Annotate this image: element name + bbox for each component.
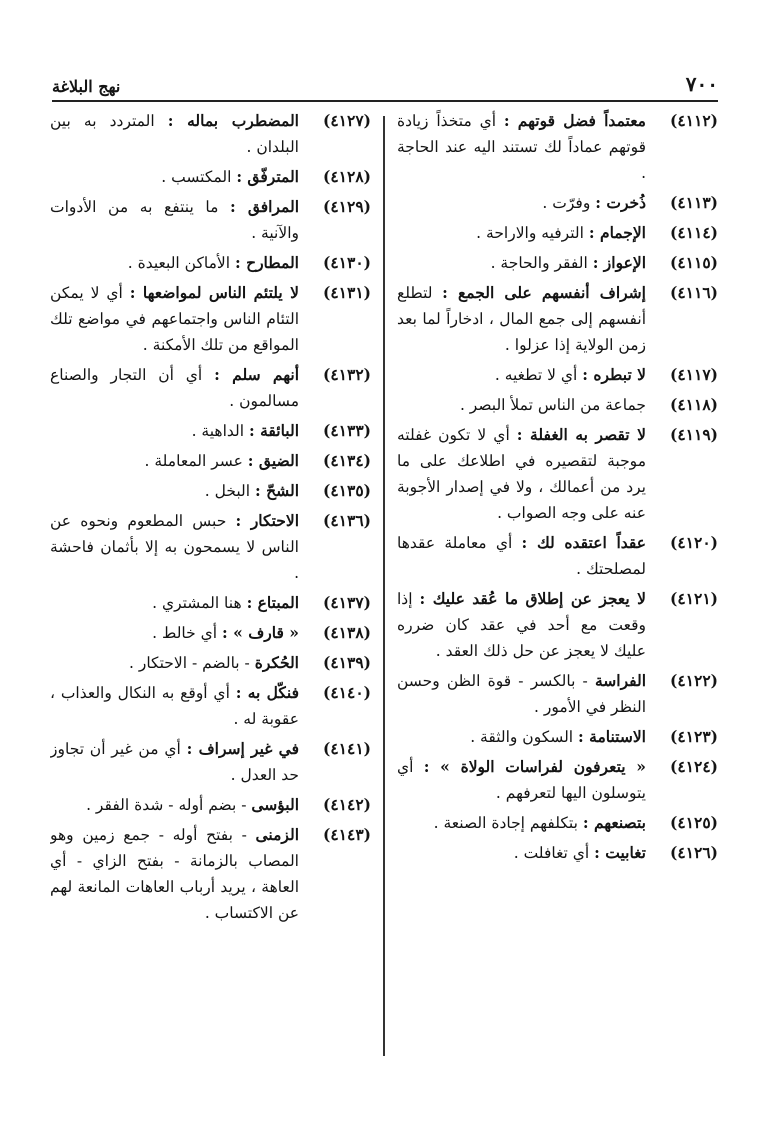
glossary-entry xyxy=(50,822,371,926)
entry-body xyxy=(50,108,299,160)
glossary-entry xyxy=(50,418,371,444)
glossary-entry xyxy=(397,840,718,866)
entry-body xyxy=(397,724,646,750)
entry-body xyxy=(50,418,299,444)
entry-body xyxy=(397,754,646,806)
glossary-entry xyxy=(397,586,718,664)
glossary-entry xyxy=(397,190,718,216)
entry-term: تغابيت : xyxy=(594,843,646,862)
entry-body xyxy=(50,164,299,190)
glossary-entry xyxy=(50,194,371,246)
entry-term: عقداً اعتقده لك : xyxy=(521,533,646,552)
entry-body xyxy=(50,508,299,586)
entry-term: معتمداً فضل قوتهم : xyxy=(503,111,646,130)
entry-body xyxy=(50,792,299,818)
entry-definition: البخل . xyxy=(204,482,256,500)
entry-body xyxy=(50,736,299,788)
entry-number: (٤١٣٤) xyxy=(323,451,371,470)
entry-number: (٤١١٩) xyxy=(670,425,718,444)
glossary-entry xyxy=(397,108,718,186)
entry-definition: الأماكن البعيدة . xyxy=(127,254,235,272)
entry-body xyxy=(50,590,299,616)
entry-term: أنهم سلم : xyxy=(214,365,300,384)
entry-number: (٤١٢٩) xyxy=(323,197,371,216)
entry-term: إشراف أنفسهم على الجمع : xyxy=(442,283,646,302)
entry-number: (٤١٣٦) xyxy=(323,511,371,530)
entry-body xyxy=(397,190,646,216)
entry-definition: - بالكسر - قوة الظن وحسن النظر في الأمور . xyxy=(397,672,646,716)
glossary-entry xyxy=(50,448,371,474)
entry-body xyxy=(50,194,299,246)
glossary-entry xyxy=(397,668,718,720)
glossary-entry xyxy=(50,590,371,616)
entry-number: (٤١١٥) xyxy=(670,253,718,272)
entry-definition: أي متخذاً زيادة قوتهم عماداً لك تستند اليه عند الحاجة . xyxy=(397,112,646,182)
entry-definition: أي من غير أن تجاوز حد العدل . xyxy=(50,740,299,784)
entry-number: (٤١٢٢) xyxy=(670,671,718,690)
entry-number: (٤١٢٣) xyxy=(670,727,718,746)
entry-definition: - بفتح أوله - جمع زمين وهو المصاب بالزمانة - بفتح الزاي - أي العاهة ، يريد أرباب العاهات المانعة لهم عن الاكتساب . xyxy=(50,826,299,922)
entry-term: المضطرب بماله : xyxy=(167,111,299,130)
glossary-entry xyxy=(397,754,718,806)
entry-definition: وفرّت . xyxy=(542,194,596,212)
entry-definition: أي لا تطغيه . xyxy=(494,366,583,384)
entry-term: الفراسة xyxy=(594,671,646,690)
entry-body xyxy=(50,250,299,276)
entry-definition: - بالضم - الاحتكار . xyxy=(128,654,255,672)
entry-body xyxy=(397,250,646,276)
entry-number: (٤١٢٨) xyxy=(323,167,371,186)
entry-definition: هنا المشتري . xyxy=(152,594,247,612)
entry-term: لا تبطره : xyxy=(582,365,646,384)
entry-term: الشحّ : xyxy=(255,481,299,500)
entry-definition: أي أن التجار والصناع مسالمون . xyxy=(50,366,299,410)
entry-number: (٤١٢٧) xyxy=(323,111,371,130)
entry-definition: المكتسب . xyxy=(161,168,237,186)
entry-number: (٤١٤٠) xyxy=(323,683,371,702)
page-header xyxy=(52,62,718,102)
entry-number: (٤١٣٠) xyxy=(323,253,371,272)
entry-number: (٤١٢٥) xyxy=(670,813,718,832)
entry-definition: ما ينتفع به من الأدوات والآنية . xyxy=(50,198,299,242)
glossary-entry xyxy=(50,792,371,818)
entry-term: البائقة : xyxy=(248,421,299,440)
entry-term: الحُكرة xyxy=(254,653,299,672)
right-column xyxy=(385,108,718,1088)
entry-definition: جماعة من الناس تملأ البصر . xyxy=(459,396,646,414)
entry-number: (٤١٤٣) xyxy=(323,825,371,844)
entry-term: المرافق : xyxy=(230,197,300,216)
column-divider xyxy=(383,116,385,1056)
entry-term: فنكّل به : xyxy=(235,683,299,702)
entry-term: لا يعجز عن إطلاق ما عُقد عليك : xyxy=(419,589,646,608)
entry-number: (٤١١٢) xyxy=(670,111,718,130)
entry-number: (٤١١٣) xyxy=(670,193,718,212)
entry-number: (٤١٣٣) xyxy=(323,421,371,440)
entry-body xyxy=(397,422,646,526)
entry-term: لا تقصر به الغفلة : xyxy=(516,425,646,444)
entry-term: المبتاع : xyxy=(246,593,299,612)
entry-term: الإجمام : xyxy=(588,223,646,242)
glossary-entry xyxy=(50,108,371,160)
entry-definition: حبس المطعوم ونحوه عن الناس لا يسمحون به إلا بأثمان فاحشة . xyxy=(50,512,299,582)
glossary-entry xyxy=(50,280,371,358)
entry-definition: أي أوقع به النكال والعذاب ، عقوبة له . xyxy=(50,684,299,728)
glossary-entry xyxy=(397,220,718,246)
entry-number: (٤١٢٦) xyxy=(670,843,718,862)
entry-definition: بتكلفهم إجادة الصنعة . xyxy=(433,814,583,832)
entry-term: « يتعرفون لفراسات الولاة » : xyxy=(423,757,646,776)
entry-term: ذُخرت : xyxy=(595,193,646,212)
entry-number: (٤١٣٨) xyxy=(323,623,371,642)
entry-definition: لتطلع أنفسهم إلى جمع المال ، ادخاراً لما بعد زمن الولاية إذا عزلوا . xyxy=(397,284,646,354)
entry-body xyxy=(50,620,299,646)
entry-number: (٤١١٤) xyxy=(670,223,718,242)
entry-body xyxy=(397,220,646,246)
entry-definition: عسر المعاملة . xyxy=(144,452,248,470)
entry-definition: أي يتوسلون اليها لتعرفهم . xyxy=(397,758,646,802)
glossary-entry xyxy=(50,508,371,586)
page-number: ٧٠٠ xyxy=(685,72,718,96)
entry-number: (٤١٢٠) xyxy=(670,533,718,552)
glossary-entry xyxy=(397,724,718,750)
glossary-entry xyxy=(397,362,718,388)
glossary-entry xyxy=(397,250,718,276)
entry-term: لا يلتئم الناس لمواضعها : xyxy=(129,283,299,302)
entry-body xyxy=(397,840,646,866)
glossary-entry xyxy=(397,810,718,836)
glossary-entry xyxy=(50,478,371,504)
entry-number: (٤١٢١) xyxy=(670,589,718,608)
glossary-columns xyxy=(50,108,718,1088)
entry-body xyxy=(397,810,646,836)
entry-number: (٤١١٧) xyxy=(670,365,718,384)
entry-body xyxy=(397,280,646,358)
entry-body xyxy=(397,362,646,388)
glossary-entry xyxy=(50,620,371,646)
entry-body xyxy=(50,680,299,732)
entry-term: بتصنعهم : xyxy=(582,813,646,832)
entry-body xyxy=(397,392,646,418)
glossary-entry xyxy=(50,650,371,676)
running-title: نهج البلاغة xyxy=(52,77,121,96)
entry-definition: السكون والثقة . xyxy=(470,728,579,746)
entry-body xyxy=(50,448,299,474)
entry-body xyxy=(397,668,646,720)
entry-definition: المتردد به بين البلدان . xyxy=(50,112,299,156)
entry-term: الإعواز : xyxy=(592,253,646,272)
entry-term: الضيق : xyxy=(247,451,299,470)
entry-body xyxy=(397,530,646,582)
entry-number: (٤١٣٥) xyxy=(323,481,371,500)
left-column xyxy=(50,108,383,1088)
glossary-entry xyxy=(50,164,371,190)
entry-definition: أي لا يمكن التئام الناس واجتماعهم في مواضع تلك المواقع من تلك الأمكنة . xyxy=(50,284,299,354)
glossary-entry xyxy=(397,280,718,358)
entry-definition: أي تغافلت . xyxy=(513,844,595,862)
entry-body xyxy=(397,586,646,664)
entry-definition: - بضم أوله - شدة الفقر . xyxy=(86,796,252,814)
entry-term: في غير إسراف : xyxy=(186,739,299,758)
entry-term: « قارف » : xyxy=(222,623,299,642)
entry-number: (٤١٣٢) xyxy=(323,365,371,384)
glossary-entry xyxy=(50,680,371,732)
entry-number: (٤١٢٤) xyxy=(670,757,718,776)
glossary-entry xyxy=(50,736,371,788)
entry-number: (٤١١٨) xyxy=(670,395,718,414)
glossary-entry xyxy=(50,362,371,414)
entry-body xyxy=(50,650,299,676)
entry-definition: الترفيه والاراحة . xyxy=(476,224,589,242)
entry-definition: الفقر والحاجة . xyxy=(490,254,593,272)
entry-body xyxy=(50,822,299,926)
entry-term: الاحتكار : xyxy=(235,511,299,530)
entry-number: (٤١٤٢) xyxy=(323,795,371,814)
glossary-entry xyxy=(50,250,371,276)
entry-term: الاستنامة : xyxy=(578,727,646,746)
glossary-entry xyxy=(397,530,718,582)
entry-term: المطارح : xyxy=(234,253,299,272)
entry-number: (٤١٣١) xyxy=(323,283,371,302)
entry-body xyxy=(50,280,299,358)
entry-term: البؤسى xyxy=(251,795,299,814)
entry-definition: الداهية . xyxy=(191,422,249,440)
entry-number: (٤١١٦) xyxy=(670,283,718,302)
glossary-entry xyxy=(397,422,718,526)
entry-number: (٤١٤١) xyxy=(323,739,371,758)
entry-body xyxy=(50,478,299,504)
entry-definition: إذا وقعت مع أحد في عقد كان ضرره عليك لا يعجز عن حل ذلك العقد . xyxy=(397,590,646,660)
entry-body xyxy=(397,108,646,186)
entry-body xyxy=(50,362,299,414)
entry-definition: أي معاملة عقدها لمصلحتك . xyxy=(397,534,646,578)
entry-term: المترفّق : xyxy=(236,167,299,186)
entry-definition: أي لا تكون غفلته موجبة لتقصيره في اطلاعك على ما يرد من أعمالك ، ولا في إصدار الأجوبة عنه على وجه الصواب . xyxy=(397,426,646,522)
entry-number: (٤١٣٩) xyxy=(323,653,371,672)
glossary-entry xyxy=(397,392,718,418)
entry-term: الزمنى xyxy=(255,825,299,844)
entry-number: (٤١٣٧) xyxy=(323,593,371,612)
entry-definition: أي خالط . xyxy=(152,624,223,642)
